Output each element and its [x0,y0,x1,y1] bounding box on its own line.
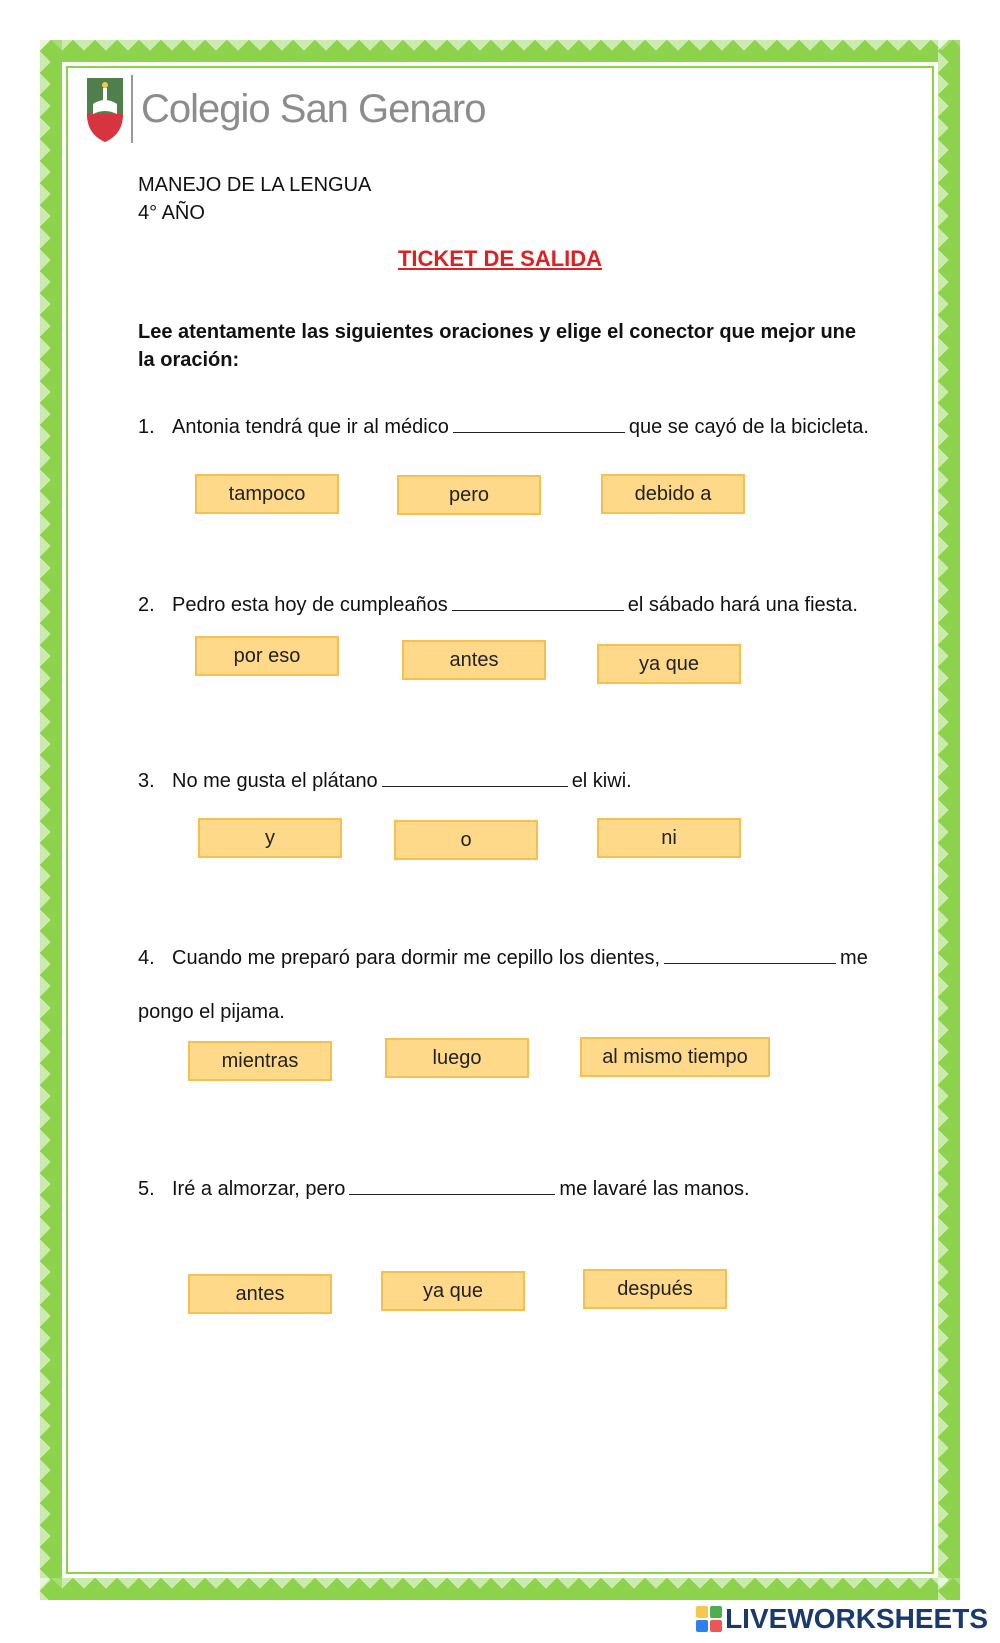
option-pero[interactable]: pero [397,475,541,515]
question-text-after: me lavaré las manos. [559,1178,750,1200]
question-text-after: me [840,947,868,969]
option-despues[interactable]: después [583,1269,727,1309]
question-number: 5. [138,1178,155,1200]
option-antes[interactable]: antes [402,640,546,680]
question-1 [138,413,869,441]
grade-level: 4° AÑO [138,202,205,224]
school-logo [85,74,485,144]
question-text-before: Iré a almorzar, pero [172,1178,346,1200]
option-mientras[interactable]: mientras [188,1041,332,1081]
question-3 [138,767,632,795]
school-name: Colegio San Genaro [141,86,486,131]
answer-blank[interactable] [349,1176,555,1195]
liveworksheets-logo-icon [696,1606,722,1632]
question-4 [138,944,868,972]
school-crest-icon [85,74,125,144]
option-ya-que[interactable]: ya que [381,1271,525,1311]
subject-block [138,171,371,227]
question-text-before: Pedro esta hoy de cumpleaños [172,594,448,616]
question-text-after: que se cayó de la bicicleta. [628,416,869,438]
answer-blank[interactable] [382,768,568,787]
answer-blank[interactable] [664,945,836,964]
page-title: TICKET DE SALIDA [397,246,603,271]
option-tampoco[interactable]: tampoco [195,474,339,514]
question-number: 3. [138,770,155,792]
logo-divider [131,75,133,143]
question-number: 1. [138,416,155,438]
question-5 [138,1175,750,1203]
option-antes[interactable]: antes [188,1274,332,1314]
question-number: 2. [138,594,155,616]
option-o[interactable]: o [394,820,538,860]
liveworksheets-branding[interactable] [696,1603,988,1635]
question-4-continuation: pongo el pijama. [138,1001,285,1023]
instructions: Lee atentamente las siguientes oraciones y elige el conector que mejor une la oración: [138,321,857,371]
question-text-after: el kiwi. [571,770,632,792]
brand-name: LIVEWORKSHEETS [725,1603,988,1634]
answer-blank[interactable] [453,414,625,433]
question-text-before: Cuando me preparó para dormir me cepillo los dientes, [172,947,661,969]
option-al-mismo-tiempo[interactable]: al mismo tiempo [580,1037,770,1077]
option-por-eso[interactable]: por eso [195,636,339,676]
option-ya-que[interactable]: ya que [597,644,741,684]
subject-name: MANEJO DE LA LENGUA [138,174,372,196]
option-luego[interactable]: luego [385,1038,529,1078]
answer-blank[interactable] [452,592,624,611]
option-ni[interactable]: ni [597,818,741,858]
question-text-after: el sábado hará una fiesta. [627,594,858,616]
question-text-before: No me gusta el plátano [172,770,378,792]
question-2 [138,591,858,619]
option-debido-a[interactable]: debido a [601,474,745,514]
question-number: 4. [138,947,155,969]
question-text-before: Antonia tendrá que ir al médico [172,416,449,438]
option-y[interactable]: y [198,818,342,858]
